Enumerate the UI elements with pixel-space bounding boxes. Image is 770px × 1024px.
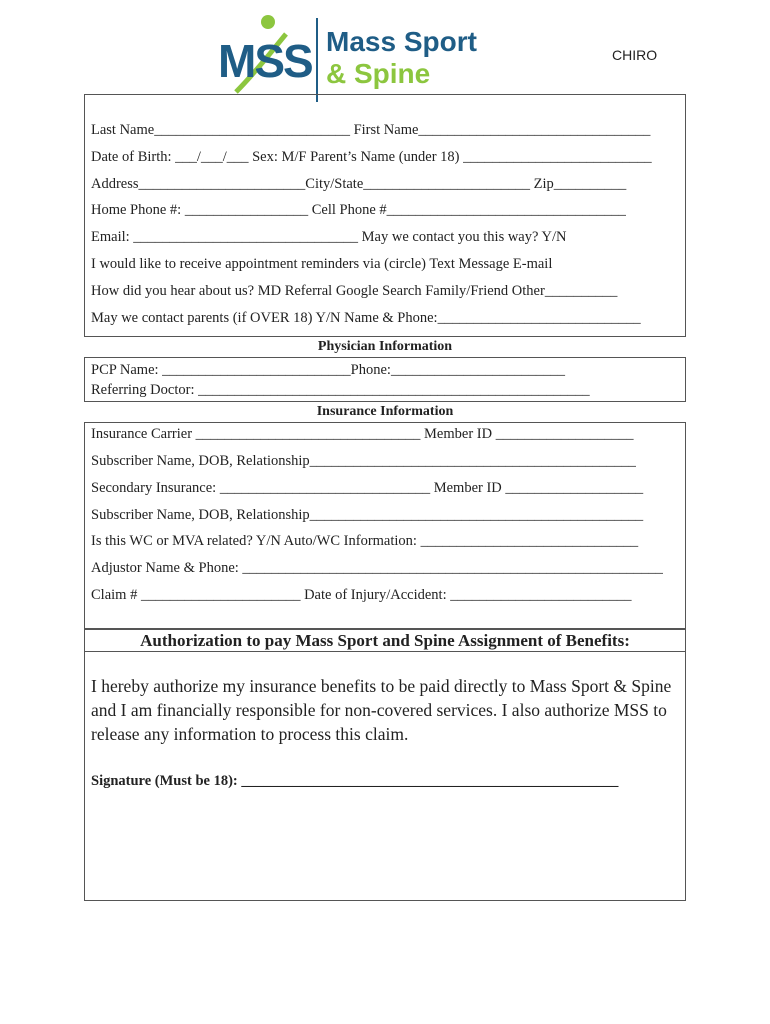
logo <box>216 12 511 104</box>
subscriber-line[interactable]: Subscriber Name, DOB, Relationship_____________________________________________ <box>91 453 636 469</box>
insurance-carrier-line[interactable]: Insurance Carrier _______________________________ Member ID ___________________ <box>91 426 634 442</box>
reminders-line[interactable]: I would like to receive appointment reminders via (circle) Text Message E-mail <box>91 256 553 272</box>
physician-heading: Physician Information <box>317 339 453 354</box>
signature-line[interactable]: Signature (Must be 18): ____________________________________________________ <box>91 773 619 789</box>
secondary-insurance-line[interactable]: Secondary Insurance: _____________________________ Member ID ___________________ <box>91 480 644 496</box>
logo-line-1: Mass Sport <box>326 26 477 57</box>
authorization-text-1: I hereby authorize my insurance benefits to be paid directly to Mass Sport & Spine <box>91 676 672 696</box>
logo-mark: MSS <box>218 35 312 87</box>
address-line[interactable]: Address_______________________City/State_______________________ Zip__________ <box>91 176 627 192</box>
pcp-line[interactable]: PCP Name: __________________________Phone:________________________ <box>91 362 565 378</box>
form-type-label: CHIRO <box>612 47 658 63</box>
patient-name-line[interactable]: Last Name___________________________ First Name________________________________ <box>91 122 651 138</box>
referring-doctor-line[interactable]: Referring Doctor: ______________________________________________________ <box>91 382 590 398</box>
insurance-heading: Insurance Information <box>316 404 454 419</box>
authorization-box <box>84 629 686 901</box>
phone-line[interactable]: Home Phone #: _________________ Cell Phone #_________________________________ <box>91 202 626 218</box>
referral-source-line[interactable]: How did you hear about us? MD Referral Google Search Family/Friend Other__________ <box>91 283 618 299</box>
authorization-heading: Authorization to pay Mass Sport and Spine Assignment of Benefits: <box>140 631 630 650</box>
logo-line-2: & Spine <box>326 58 431 89</box>
email-line[interactable]: Email: _______________________________ May we contact you this way? Y/N <box>91 229 567 245</box>
secondary-subscriber-line[interactable]: Subscriber Name, DOB, Relationship______________________________________________ <box>91 507 644 523</box>
contact-parents-line[interactable]: May we contact parents (if OVER 18) Y/N Name & Phone:____________________________ <box>91 310 641 326</box>
wc-mva-line[interactable]: Is this WC or MVA related? Y/N Auto/WC Information: ______________________________ <box>91 533 639 549</box>
adjustor-line[interactable]: Adjustor Name & Phone: __________________________________________________________ <box>91 560 663 576</box>
authorization-text-2: and I am financially responsible for non-covered services. I also authorize MSS to <box>91 700 667 720</box>
authorization-text-3: release any information to process this claim. <box>91 724 409 744</box>
claim-line[interactable]: Claim # ______________________ Date of Injury/Accident: _________________________ <box>91 587 632 603</box>
authorization-heading-divider <box>84 651 686 652</box>
logo-divider <box>316 18 318 102</box>
dob-sex-line[interactable]: Date of Birth: ___/___/___ Sex: M/F Parent’s Name (under 18) __________________________ <box>91 149 652 165</box>
